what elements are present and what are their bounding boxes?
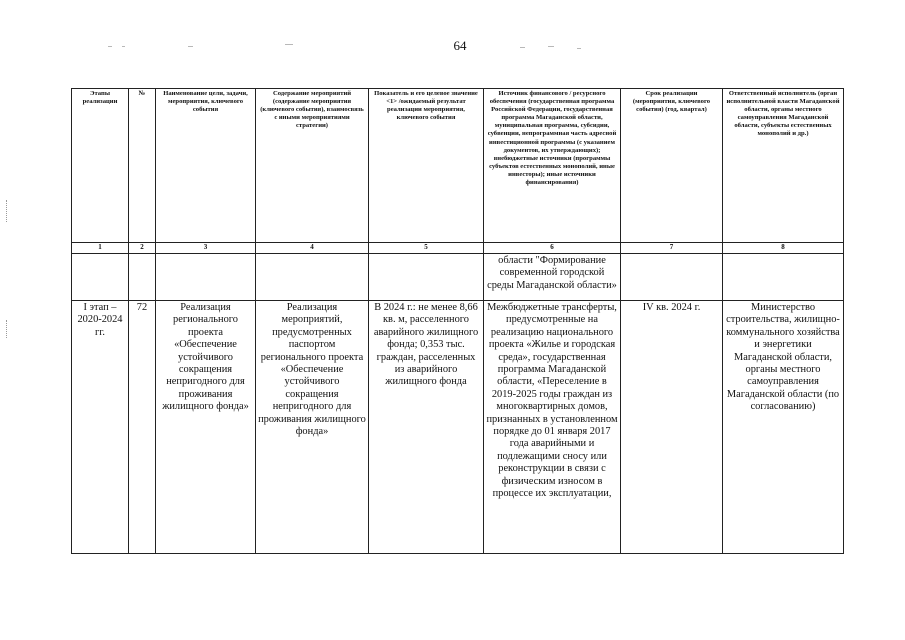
column-number: 4 bbox=[256, 243, 369, 254]
action-plan-table bbox=[71, 88, 844, 554]
scan-speck bbox=[548, 46, 554, 47]
scan-speck bbox=[122, 46, 125, 47]
table-cell bbox=[72, 254, 129, 301]
header-indicator: Показатель и его целевое значение <1> /ожидаемый результат реализации мероприятия, ключевого события bbox=[369, 89, 484, 243]
table-cell bbox=[129, 254, 156, 301]
cell-goal-name: Реализация регионального проекта «Обеспечение устойчивого сокращения непригодного для проживания жилищного фонда» bbox=[156, 301, 256, 554]
header-row bbox=[72, 89, 844, 243]
table-row bbox=[72, 301, 844, 554]
scan-speck bbox=[108, 46, 112, 47]
cell-stage: I этап – 2020-2024 гг. bbox=[72, 301, 129, 554]
cell-content: Реализация мероприятий, предусмотренных паспортом регионального проекта «Обеспечение устойчивого сокращения непригодного для проживания жилищного фонда» bbox=[256, 301, 369, 554]
table-cell bbox=[723, 254, 844, 301]
header-deadline: Срок реализации (мероприятия, ключевого события) (год, квартал) bbox=[621, 89, 723, 243]
header-goal-name: Наименование цели, задачи, мероприятия, ключевого события bbox=[156, 89, 256, 243]
cell-deadline: IV кв. 2024 г. bbox=[621, 301, 723, 554]
cell-funding-source: Межбюджетные трансферты, предусмотренные на реализацию национального проекта «Жилье и городская среда», государственная программа Магаданской области, «Переселение в 2019-2025 годы граждан из многоквартирных домов, признанных в установленном порядке до 01 января 2017 года аварийными и подлежащими сносу или реконструкции в связи с физическим износом в процессе их эксплуатации, bbox=[484, 301, 621, 554]
column-number: 5 bbox=[369, 243, 484, 254]
column-number: 6 bbox=[484, 243, 621, 254]
cell-number: 72 bbox=[129, 301, 156, 554]
column-number: 1 bbox=[72, 243, 129, 254]
header-number: № bbox=[129, 89, 156, 243]
column-number: 2 bbox=[129, 243, 156, 254]
scan-mark bbox=[6, 320, 7, 338]
table-cell bbox=[156, 254, 256, 301]
scan-speck bbox=[188, 46, 193, 47]
scan-speck bbox=[520, 47, 525, 48]
column-number: 3 bbox=[156, 243, 256, 254]
continuation-row bbox=[72, 254, 844, 301]
scan-speck bbox=[577, 48, 581, 49]
table-cell-funding-continued: области "Формирование современной городской среды Магаданской области» bbox=[484, 254, 621, 301]
scan-mark bbox=[6, 200, 7, 222]
cell-indicator: В 2024 г.: не менее 8,66 кв. м, расселенного аварийного жилищного фонда; 0,353 тыс. граждан, расселенных из аварийного жилищного фонда bbox=[369, 301, 484, 554]
column-number-row bbox=[72, 243, 844, 254]
header-stage: Этапы реализации bbox=[72, 89, 129, 243]
header-funding-source: Источник финансового / ресурсного обеспечения (государственная программа Российской Федерации, государственная программа Магаданской области, муниципальная программа, субсидии, субвенции, непрограммная часть адресной инвестиционной программы (с указанием документов, их утверждающих); внебюджетные источники (программы субъектов естественных монополий, иные инвесторы); иные источники финансирования) bbox=[484, 89, 621, 243]
column-number: 7 bbox=[621, 243, 723, 254]
table-cell bbox=[369, 254, 484, 301]
column-number: 8 bbox=[723, 243, 844, 254]
table-cell bbox=[621, 254, 723, 301]
cell-responsible: Министерство строительства, жилищно-коммунального хозяйства и энергетики Магаданской области, органы местного самоуправления Магаданской области (по согласованию) bbox=[723, 301, 844, 554]
header-responsible: Ответственный исполнитель (орган исполнительной власти Магаданской области, органы местного самоуправления Магаданской области, субъекты естественных монополий и др.) bbox=[723, 89, 844, 243]
table-cell bbox=[256, 254, 369, 301]
scan-speck bbox=[285, 44, 293, 45]
header-content: Содержание мероприятий (содержание мероприятия (ключевого события), взаимосвязь с иными мероприятиями стратегии) bbox=[256, 89, 369, 243]
page-number: 64 bbox=[453, 38, 467, 53]
